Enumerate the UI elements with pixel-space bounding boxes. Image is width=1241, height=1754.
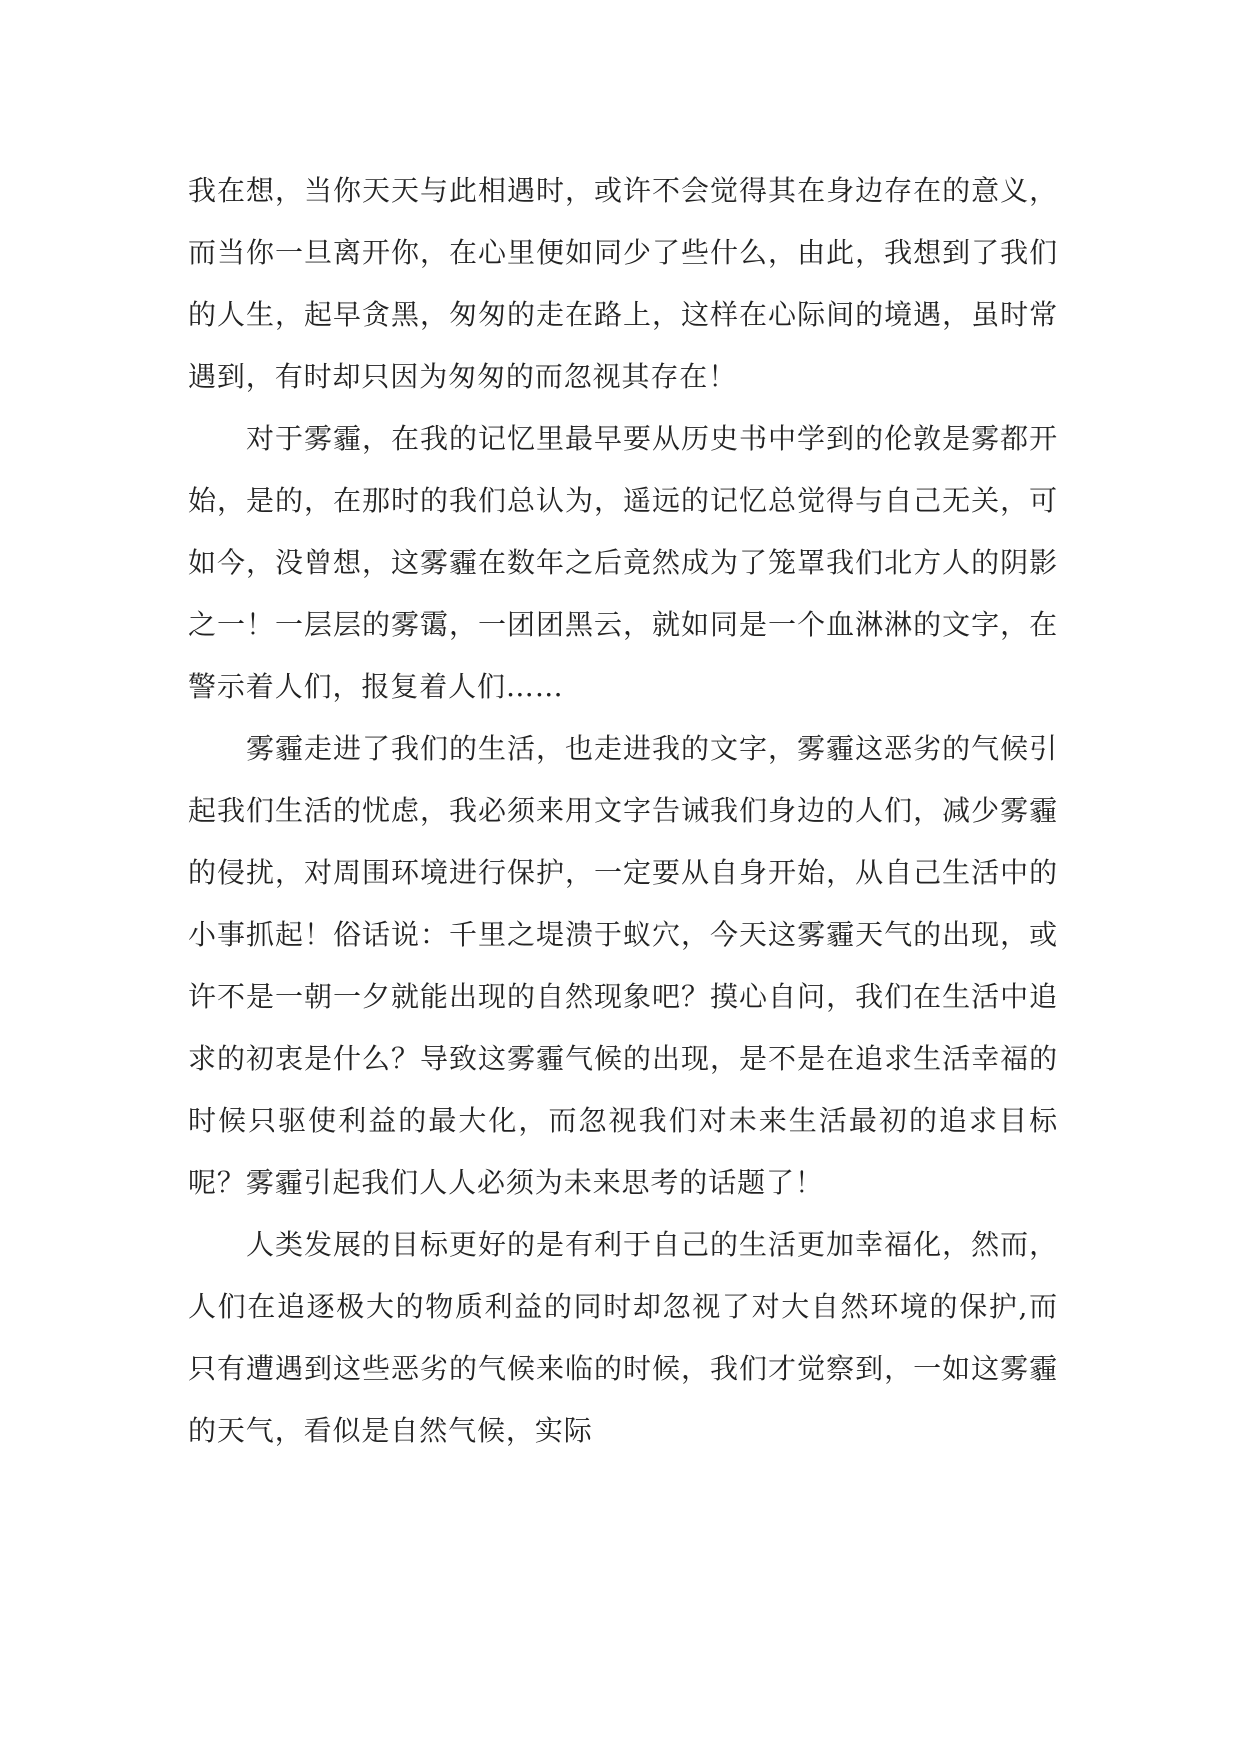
paragraph-2: 对于雾霾，在我的记忆里最早要从历史书中学到的伦敦是雾都开始，是的，在那时的我们总认为，遥远的记忆总觉得与自己无关，可如今，没曾想，这雾霾在数年之后竟然成为了笼罩我们北方人的阴影之一！一层层的雾霭，一团团黑云，就如同是一个血淋淋的文字，在警示着人们，报复着人们……: [188, 422, 1058, 703]
paragraph-4: 人类发展的目标更好的是有利于自己的生活更加幸福化，然而，人们在追逐极大的物质利益的同时却忽视了对大自然环境的保护,而只有遭遇到这些恶劣的气候来临的时候，我们才觉察到，一如这雾霾的天气，看似是自然气候，实际: [188, 1228, 1058, 1447]
paragraph-3: 雾霾走进了我们的生活，也走进我的文字，雾霾这恶劣的气候引起我们生活的忧虑，我必须来用文字告诫我们身边的人们，减少雾霾的侵扰，对周围环境进行保护，一定要从自身开始，从自己生活中的小事抓起！俗话说：千里之堤溃于蚁穴，今天这雾霾天气的出现，或许不是一朝一夕就能出现的自然现象吧？摸心自问，我们在生活中追求的初衷是什么？导致这雾霾气候的出现，是不是在追求生活幸福的时候只驱使利益的最大化，而忽视我们对未来生活最初的追求目标呢？雾霾引起我们人人必须为未来思考的话题了！: [188, 732, 1058, 1199]
paragraph-1: 我在想，当你天天与此相遇时，或许不会觉得其在身边存在的意义，而当你一旦离开你，在心里便如同少了些什么，由此，我想到了我们的人生，起早贪黑，匆匆的走在路上，这样在心际间的境遇，虽时常遇到，有时却只因为匆匆的而忽视其存在！: [188, 174, 1058, 393]
document-body: [188, 160, 1058, 1462]
